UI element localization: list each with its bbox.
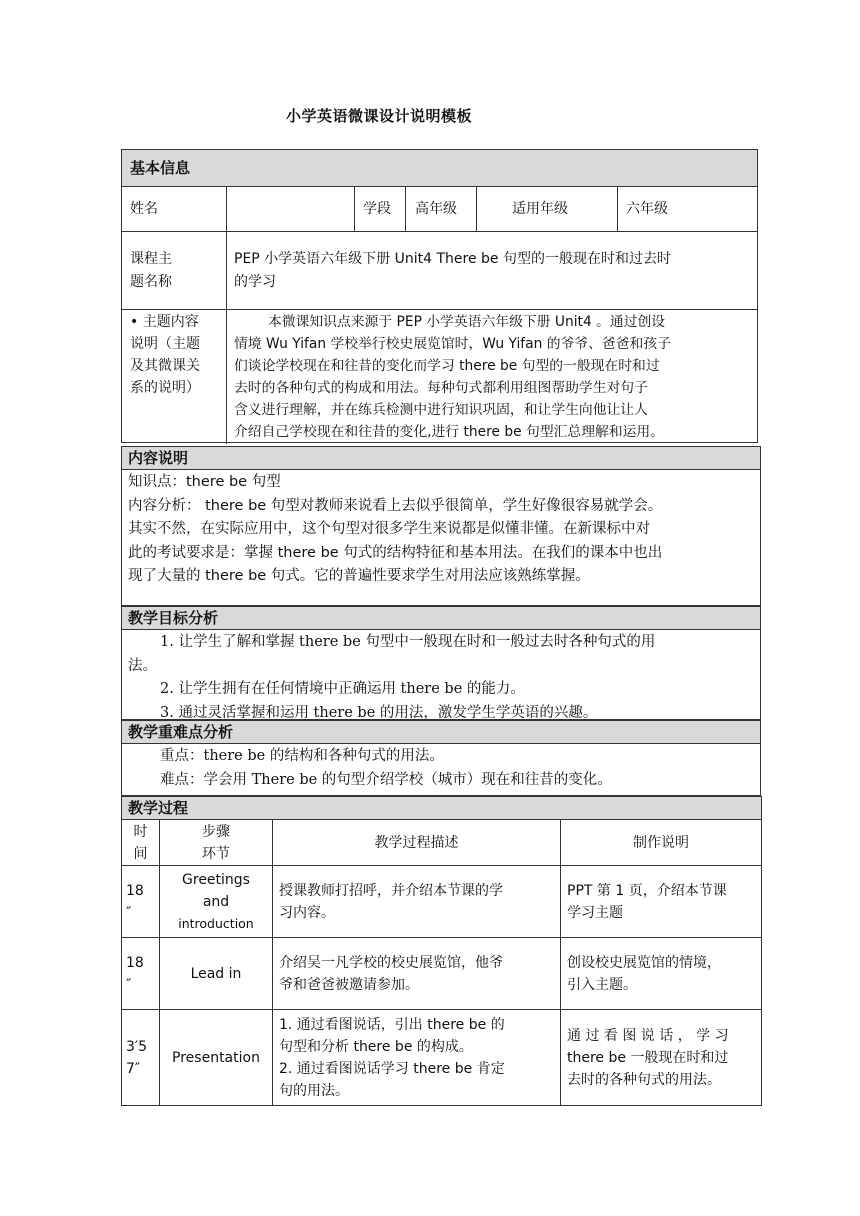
objectives-section <box>121 606 761 720</box>
topic-value-line2: 的学习 <box>234 274 276 290</box>
row-note: 去时的各种句式的用法。 <box>567 1071 721 1088</box>
description-row <box>122 310 757 444</box>
row-description: 1. 通过看图说话，引出 there be 的 <box>279 1016 505 1033</box>
row-note: 通 过 看 图 说 话 ， 学 习 <box>567 1027 729 1044</box>
row-description: 介绍吴一凡学校的校史展览馆，他爷 <box>279 954 503 971</box>
row-step: introduction <box>178 915 254 931</box>
row-time: 3′5 <box>126 1038 147 1055</box>
row-description: 爷和爸爸被邀请参加。 <box>279 976 419 993</box>
content-line: 此的考试要求是：掌握 there be 句式的结构特征和基本用法。在我们的课本中也出 <box>128 544 663 561</box>
basic-info-table <box>121 149 758 443</box>
content-header: 内容说明 <box>122 447 760 470</box>
topic-value-line1: PEP 小学英语六年级下册 Unit4 There be 句型的一般现在时和过去时 <box>234 251 671 267</box>
row-time: 18 <box>126 882 144 899</box>
row-description: 授课教师打招呼，并介绍本节课的学 <box>279 882 503 899</box>
desc-line: 本微课知识点来源于 PEP 小学英语六年级下册 Unit4 。通过创设 <box>268 314 666 330</box>
row-time: ″ <box>126 976 132 993</box>
grade-value: 六年级 <box>626 201 668 217</box>
row-description: 句的用法。 <box>279 1082 349 1099</box>
grade-label: 适用年级 <box>512 201 568 217</box>
content-section <box>121 446 761 606</box>
row-note: 学习主题 <box>567 904 623 921</box>
desc-line: 们谈论学校现在和往昔的变化而学习 there be 句型的一般现在时和过 <box>234 358 660 374</box>
desc-label-line3: 及其微课关 <box>130 358 200 374</box>
name-label: 姓名 <box>130 201 158 217</box>
col-step-line1: 步骤 <box>202 823 230 840</box>
row-description: 习内容。 <box>279 904 335 921</box>
desc-line: 情境 Wu Yifan 学校举行校史展览馆时，Wu Yifan 的爷爷、爸爸和孩子 <box>234 336 671 352</box>
topic-label-line1: 课程主 <box>130 251 172 267</box>
objective-item: 法。 <box>128 657 157 674</box>
row-description: 句型和分析 there be 的构成。 <box>279 1038 473 1055</box>
topic-row <box>122 232 757 310</box>
key-points-section <box>121 720 761 796</box>
row-time: 7″ <box>126 1060 141 1077</box>
row-step: Presentation <box>160 1010 273 1106</box>
stage-value: 高年级 <box>415 201 457 217</box>
col-notes: 制作说明 <box>561 820 762 866</box>
desc-line: 去时的各种句式的构成和用法。每种句式都利用组图帮助学生对句子 <box>234 380 648 396</box>
content-line: 其实不然，在实际应用中，这个句型对很多学生来说都是似懂非懂。在新课标中对 <box>128 521 650 537</box>
difficult-point: 难点：学会用 There be 的句型介绍学校（城市）现在和往昔的变化。 <box>160 771 612 788</box>
col-time-line2: 间 <box>133 845 148 862</box>
row-step: Greetings <box>182 871 250 888</box>
row-step: Lead in <box>160 938 273 1010</box>
objectives-header: 教学目标分析 <box>122 606 760 630</box>
process-table <box>121 796 762 1106</box>
row-time: 18 <box>126 954 144 971</box>
basic-info-header: 基本信息 <box>122 150 757 187</box>
document-title: 小学英语微课设计说明模板 <box>286 107 473 125</box>
col-description: 教学过程描述 <box>273 820 561 866</box>
row-note: 引入主题。 <box>567 976 637 993</box>
col-time-line1: 时 <box>133 823 148 840</box>
row-step: and <box>202 893 230 910</box>
col-step-line2: 环节 <box>202 845 230 862</box>
objective-item: 2. 让学生拥有在任何情境中正确运用 there be 的能力。 <box>160 681 525 697</box>
desc-label-line1: • 主题内容 <box>130 314 199 330</box>
row-description: 2. 通过看图说话学习 there be 肯定 <box>279 1060 505 1077</box>
content-line: 知识点：there be 句型 <box>128 474 281 490</box>
row-note: there be 一般现在时和过 <box>567 1049 729 1066</box>
info-row <box>122 187 757 232</box>
focus-point: 重点：there be 的结构和各种句式的用法。 <box>160 748 444 764</box>
desc-line: 介绍自己学校现在和往昔的变化,进行 there be 句型汇总理解和运用。 <box>234 424 665 440</box>
key-points-header: 教学重难点分析 <box>122 720 760 744</box>
row-note: PPT 第 1 页，介绍本节课 <box>567 882 727 899</box>
desc-line: 含义进行理解，并在练兵检测中进行知识巩固，和让学生向他让让人 <box>234 402 648 418</box>
topic-label-line2: 题名称 <box>130 274 172 290</box>
content-line: 内容分析： there be 句型对教师来说看上去似乎很简单，学生好像很容易就学会。 <box>128 497 663 514</box>
row-time: ″ <box>126 904 132 921</box>
desc-label-line2: 说明（主题 <box>130 336 200 352</box>
row-note: 创设校史展览馆的情境， <box>567 954 721 971</box>
desc-label-line4: 系的说明） <box>130 380 200 396</box>
stage-label: 学段 <box>363 201 391 217</box>
objective-item: 3. 通过灵活掌握和运用 there be 的用法，激发学生学英语的兴趣。 <box>160 704 598 721</box>
objective-item: 1. 让学生了解和掌握 there be 句型中一般现在时和一般过去时各种句式的用 <box>160 634 656 650</box>
content-line: 现了大量的 there be 句式。它的普遍性要求学生对用法应该熟练掌握。 <box>128 568 590 584</box>
process-header: 教学过程 <box>122 797 762 820</box>
